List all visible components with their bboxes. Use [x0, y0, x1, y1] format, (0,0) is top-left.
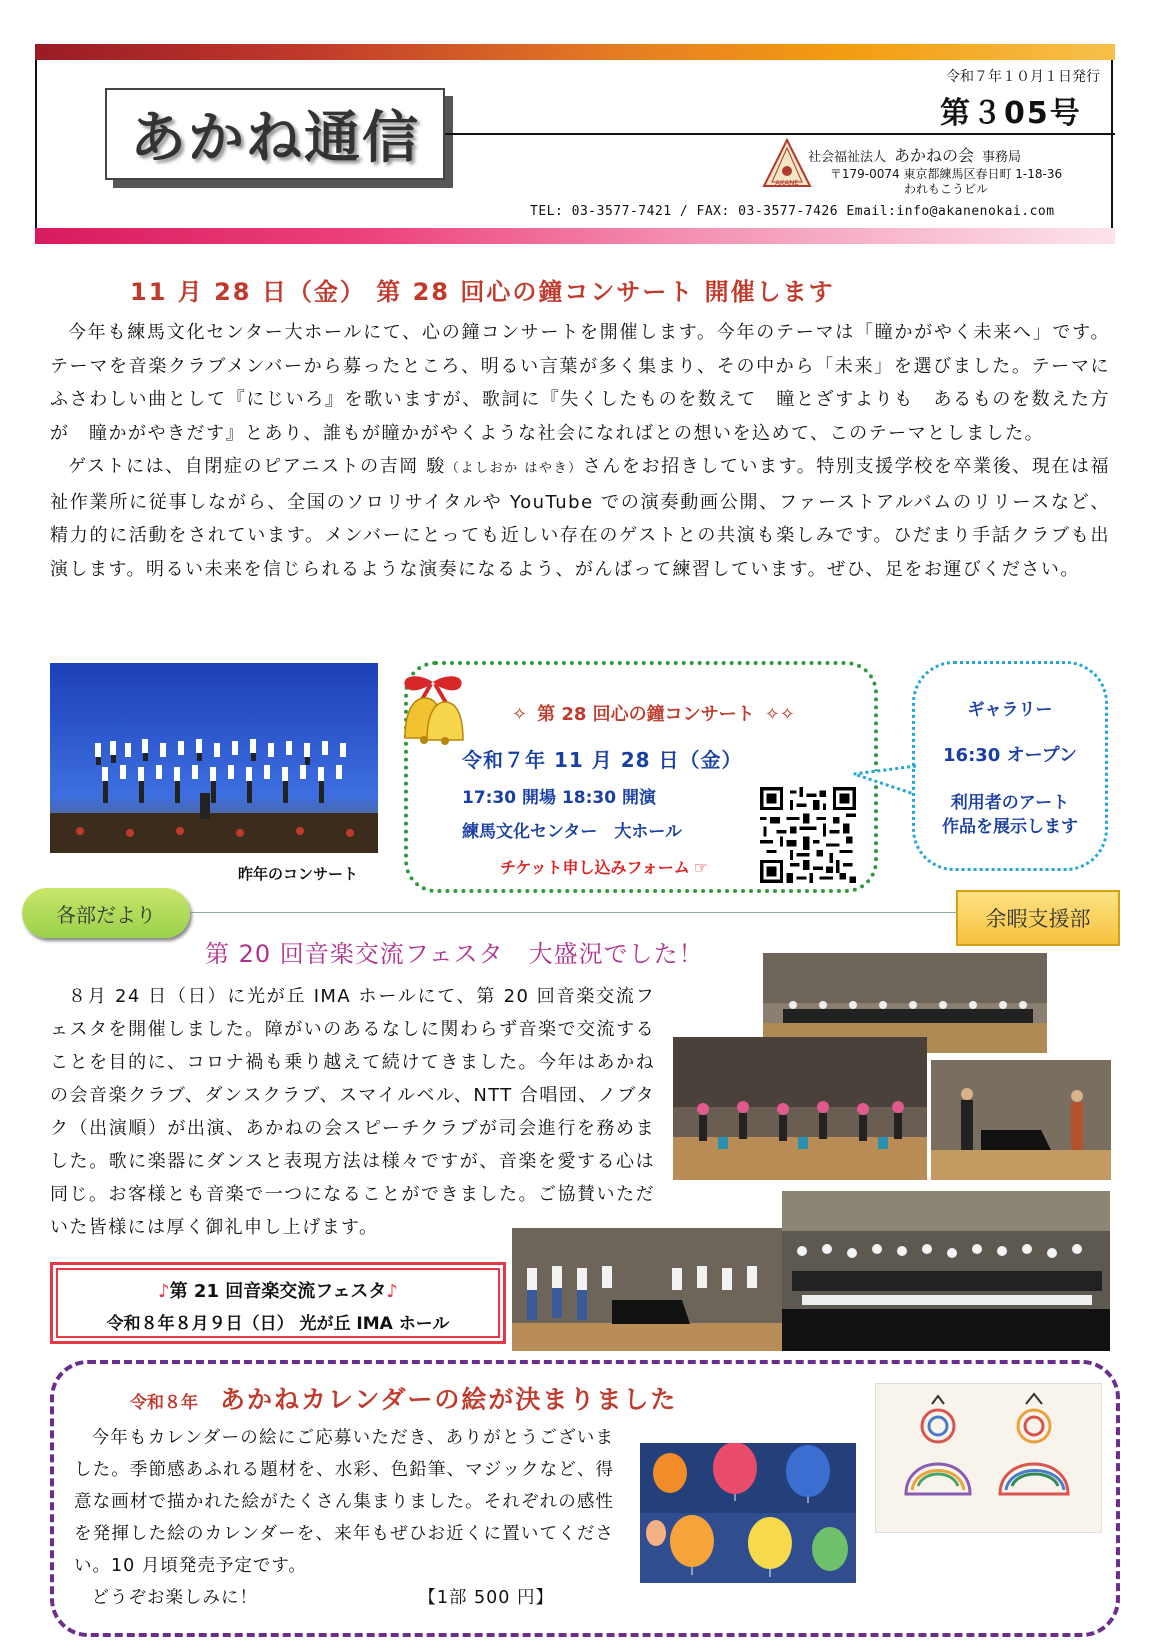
concert-paragraph-1: 今年も練馬文化センター大ホールにて、心の鐘コンサートを開催します。今年のテーマは「瞳かがやく未来へ」です。テーマを音楽クラブメンバーから募ったところ、明るい言葉が多く集まり、その中から「未来」を選びました。テーマにふさわしい曲として『にじいろ』を歌いますが、歌詞に『失くしたものを数えて 瞳とざすよりも あるものを数えた方が 瞳かがやきだす』とあり、誰もが瞳かがやくような社会になればとの想いを込めて、このテーマとしました。	[50, 322, 1110, 444]
ticket-qr-code-icon[interactable]	[760, 787, 856, 883]
org-suffix: 事務局	[982, 150, 1022, 165]
balloon-painting	[640, 1443, 856, 1583]
guest-description: さんをお招きしています。特別支援学校を卒業後、現在は福祉作業所に従事しながら、全国のソロリサイタルや YouTube での演奏動画公開、ファーストアルバムのリリースなど、精力的に活動をされています。メンバーにとっても近しい存在のゲストとの共演も楽しみです。ひだまり手話クラブも出演します。明るい未来を信じられるような演奏になるよう、がんばって練習しています。ぜひ、足をお運びください。	[50, 456, 1110, 580]
department-label: 余暇支援部	[956, 890, 1120, 946]
masthead-bottom-bar	[35, 228, 1115, 244]
calendar-paragraph: 今年もカレンダーの絵にご応募いただき、ありがとうございました。季節感あふれる題材を、水彩、色鉛筆、マジックなど、得意な画材で描かれた絵がたくさん集まりました。それぞれの感性を発揮した絵のカレンダーを、来年もぜひお近くに置いてください。10 月頃発売予定です。	[74, 1428, 614, 1576]
masthead-top-bar	[35, 44, 1115, 60]
contact-info: TEL: 03-3577-7421 / FAX: 03-3577-7426 Email:info@akanenokai.com	[530, 204, 1055, 219]
festa-photo-dance	[673, 1037, 927, 1180]
concert-article	[50, 316, 1110, 586]
org-prefix: 社会福祉法人	[808, 150, 887, 165]
issue-date: 令和７年１０月１日発行	[946, 69, 1100, 85]
bell-icon	[387, 668, 479, 746]
next-festa-title-row	[53, 1277, 503, 1303]
festa-article	[50, 980, 655, 1244]
newsletter-title: あかね通信	[130, 106, 420, 171]
ticket-form-link[interactable]	[500, 855, 708, 878]
event-time: 17:30 開場 18:30 開演	[462, 788, 656, 808]
guest-intro: ゲストには、自閉症のピアニストの吉岡 駿	[68, 456, 446, 477]
pointing-hand-icon: ☞	[693, 858, 709, 877]
emblem-label: AKANE	[775, 179, 799, 187]
event-title-row	[512, 700, 795, 726]
calendar-price: 【1部 500 円】	[418, 1588, 554, 1608]
address-line-2: われもこうビル	[903, 182, 988, 196]
calendar-closing: どうぞお楽しみに！	[91, 1588, 258, 1608]
music-note-icon: ♪	[158, 1281, 170, 1302]
event-title: 第 28 回心の鐘コンサート	[537, 704, 755, 725]
festa-photo-choir	[512, 1228, 782, 1351]
speech-bubble-tail	[852, 760, 918, 800]
last-year-concert-photo	[50, 663, 378, 853]
hina-doll-painting	[875, 1383, 1102, 1533]
festa-paragraph: ８月 24 日（日）に光が丘 IMA ホールにて、第 20 回音楽交流フェスタを開催しました。障がいのあるなしに関わらず音楽で交流することを目的に、コロナ禍も乗り越えて続けてきました。今年はあかねの会音楽クラブ、ダンスクラブ、スマイルベル、NTT 合唱団、ノブタク（出演順）が出演、あかねの会スピーチクラブが司会進行を務めました。歌に楽器にダンスと表現方法は様々ですが、音楽を愛する心は同じ。お客様とも音楽で一つになることができました。ご協賛いただいた皆様には厚く御礼申し上げます。	[50, 986, 655, 1238]
event-date: 令和７年 11 月 28 日（金）	[462, 748, 743, 772]
gallery-line-1: 利用者のアート	[950, 793, 1070, 813]
gallery-line-2: 作品を展示します	[942, 817, 1078, 837]
guest-name-reading: （よしおか はやき）	[445, 461, 583, 476]
address-line-1: 〒179-0074 東京都練馬区春日町 1-18-36	[829, 167, 1063, 181]
festa-photo-finale	[782, 1191, 1110, 1351]
section-divider	[190, 912, 960, 913]
next-festa-title: 第 21 回音楽交流フェスタ	[169, 1281, 387, 1302]
issue-number: 第３05号	[940, 96, 1082, 131]
next-festa-detail: 令和８年８月９日（日） 光が丘 IMA ホール	[106, 1314, 450, 1334]
next-festa-box	[50, 1262, 506, 1344]
gallery-title: ギャラリー	[967, 700, 1053, 720]
sparkle-icon: ✧	[512, 704, 528, 725]
organization	[808, 143, 1021, 166]
music-note-icon: ♪	[386, 1281, 398, 1302]
section-tag: 各部だより	[22, 888, 190, 938]
newsletter-logo	[105, 88, 445, 180]
event-venue: 練馬文化センター 大ホール	[462, 822, 682, 842]
concert-headline: 11 月 28 日（金） 第 28 回心の鐘コンサート 開催します	[130, 278, 835, 306]
calendar-closing-row	[74, 1582, 614, 1614]
address	[798, 167, 1094, 197]
photo-caption: 昨年のコンサート	[238, 865, 359, 883]
calendar-year: 令和８年	[130, 1393, 198, 1413]
gallery-open-time: 16:30 オープン	[943, 745, 1077, 766]
festa-headline: 第 20 回音楽交流フェスタ 大盛況でした！	[205, 940, 704, 968]
sparkle-icon: ✧✧	[764, 704, 795, 725]
festa-photo-piano	[931, 1060, 1111, 1180]
org-name: あかねの会	[894, 146, 975, 165]
calendar-headline	[130, 1380, 677, 1416]
calendar-title: あかねカレンダーの絵が決まりました	[220, 1385, 678, 1414]
calendar-article	[74, 1422, 614, 1614]
masthead-divider	[445, 133, 1115, 135]
concert-paragraph-2	[50, 450, 1110, 586]
ticket-form-label: チケット申し込みフォーム	[500, 858, 690, 877]
